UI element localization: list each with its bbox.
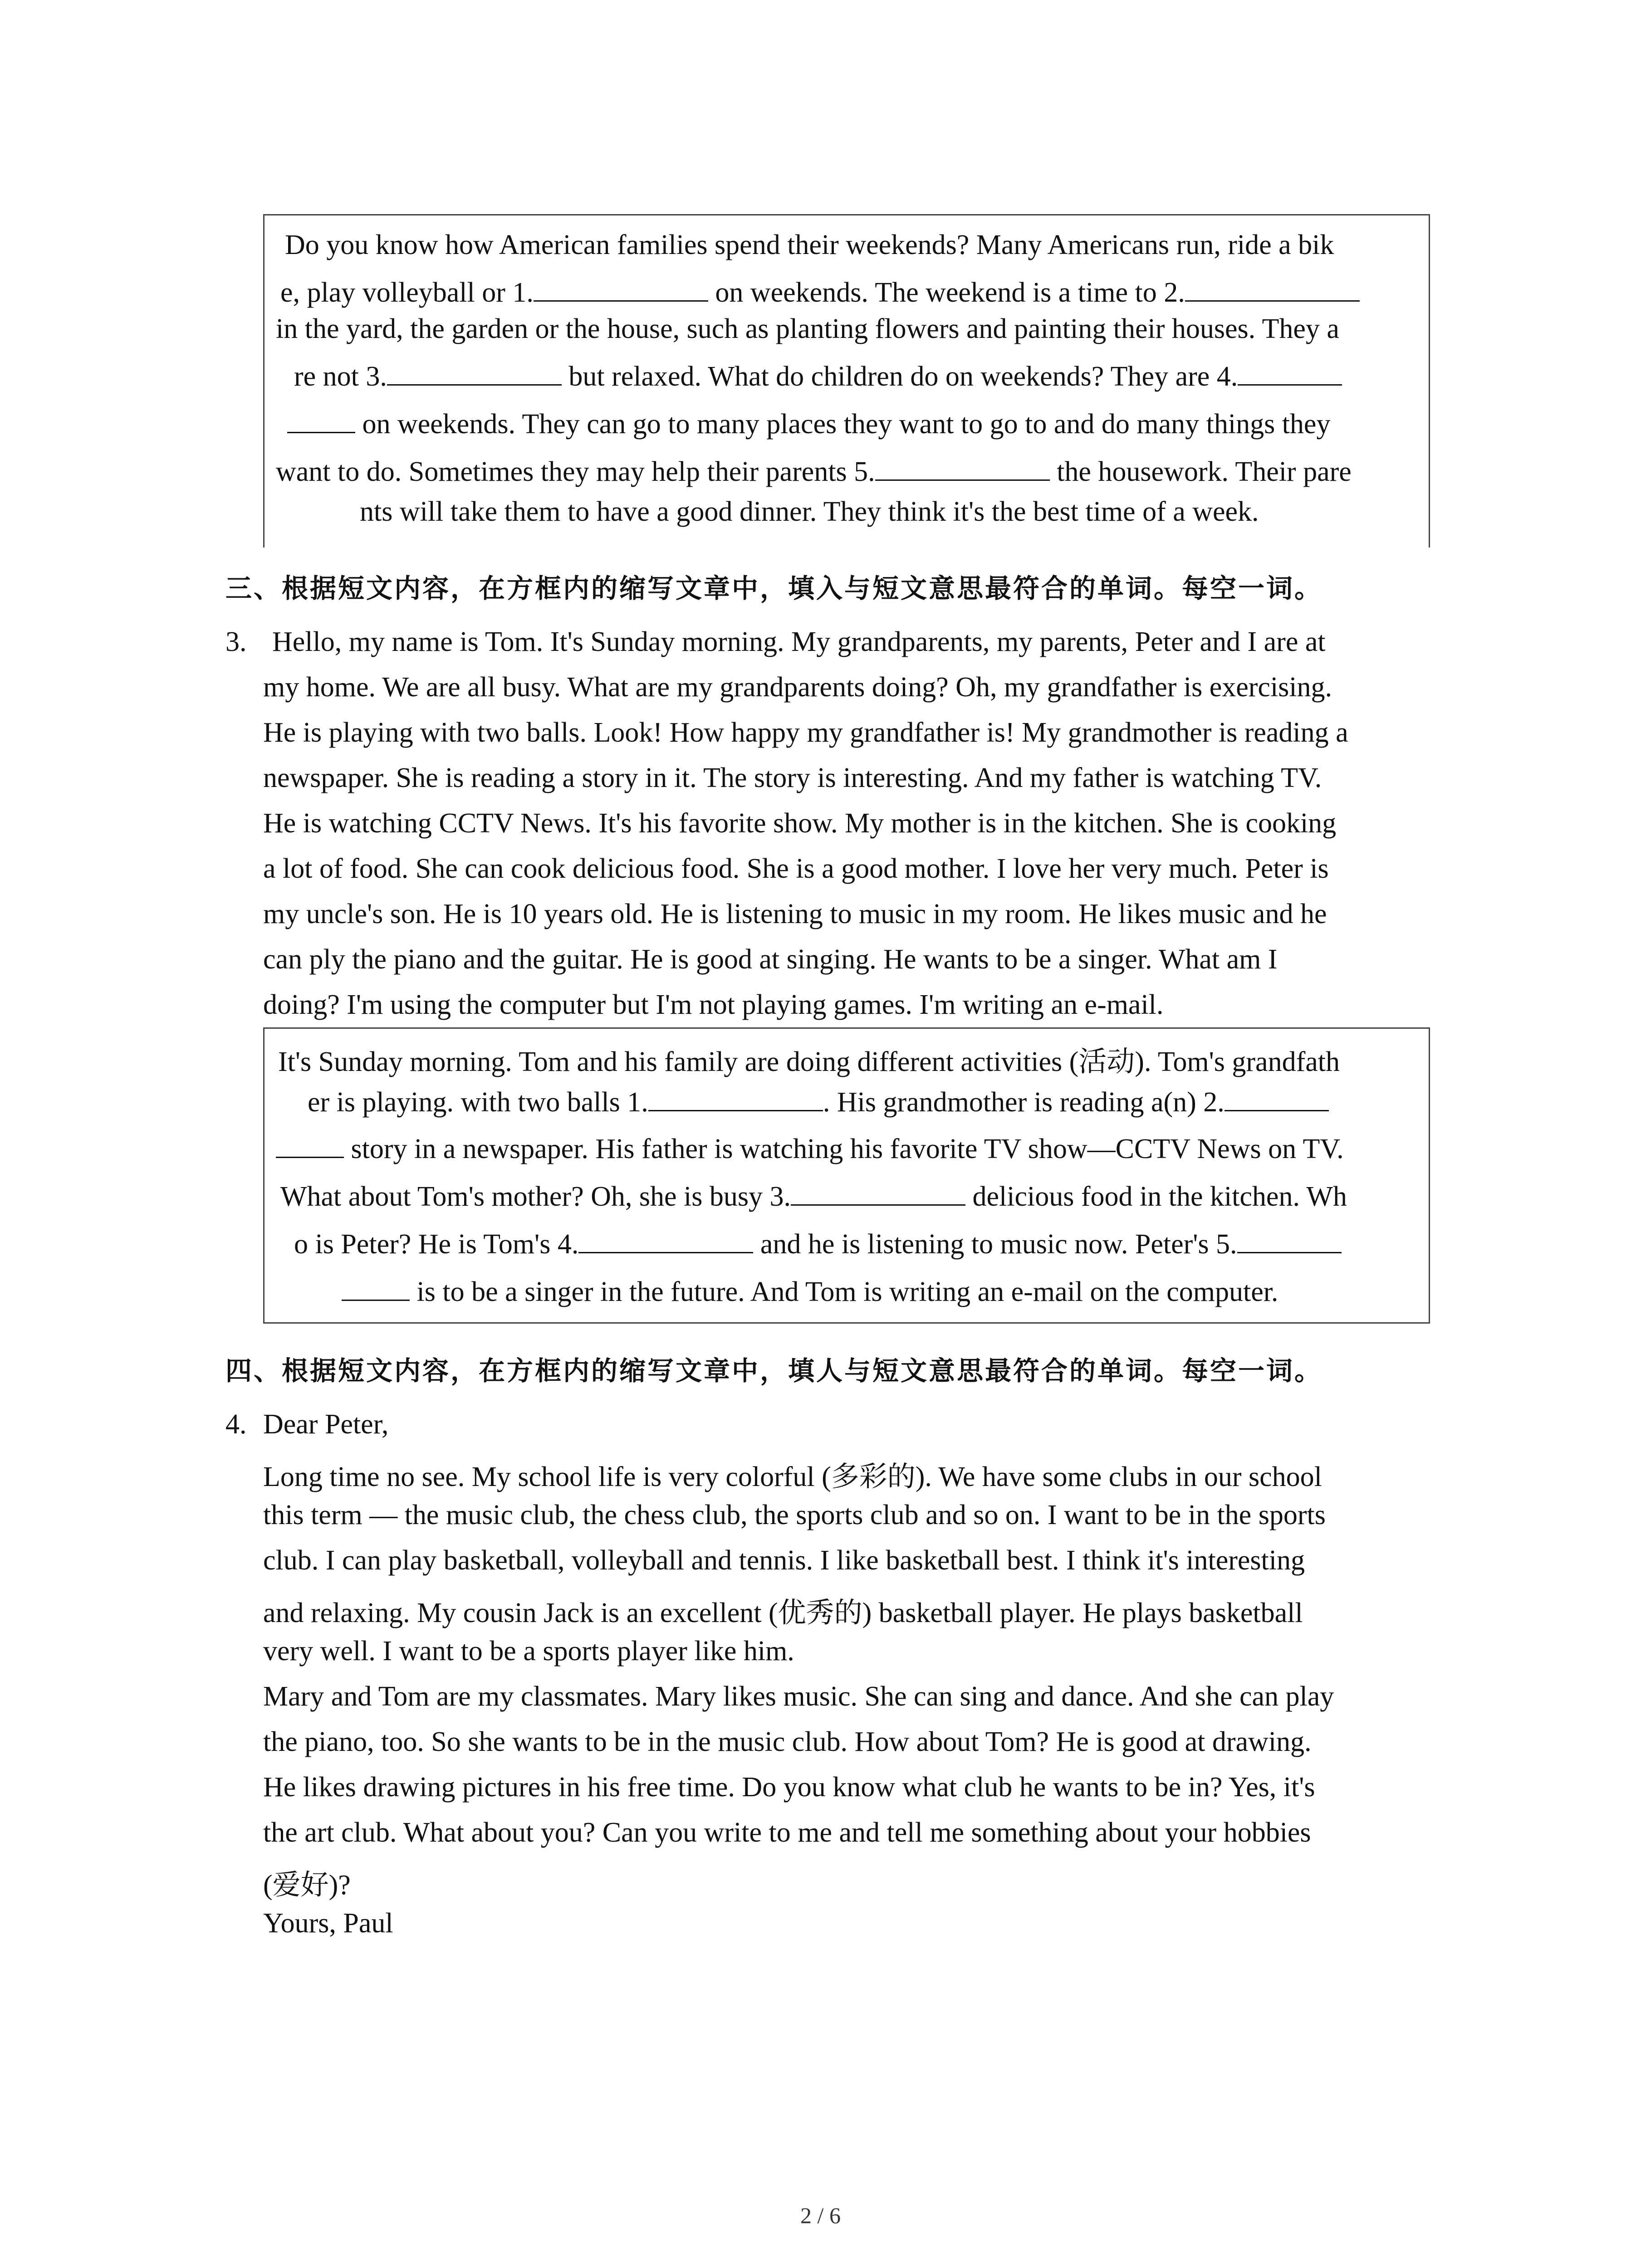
passage-3-line: my home. We are all busy. What are my grandparents doing? Oh, my grandfather is exercising. — [263, 672, 1332, 703]
box2-line-4: What about Tom's mother? Oh, she is busy 3. delicious food in the kitchen. Wh — [280, 1181, 1347, 1212]
passage-4-line: the art club. What about you? Can you write to me and tell me something about your hobbies — [263, 1817, 1311, 1848]
box2-line-3: story in a newspaper. His father is watching his favorite TV show—CCTV News on TV. — [276, 1133, 1344, 1165]
box1-line-5: on weekends. They can go to many places they want to go to and do many things they — [287, 408, 1330, 440]
passage-4-line: and relaxing. My cousin Jack is an excellent (优秀的) basketball player. He plays basketball — [263, 1598, 1303, 1628]
summary-box-2 — [263, 1027, 1430, 1324]
passage-4-line: very well. I want to be a sports player like him. — [263, 1636, 794, 1667]
question-number-4: 4. — [225, 1409, 247, 1440]
blank-5a[interactable] — [1237, 1228, 1342, 1253]
passage-3-line: He is watching CCTV News. It's his favorite show. My mother is in the kitchen. She is cooking — [263, 808, 1337, 839]
question-number-3: 3. — [225, 626, 247, 657]
passage-3-line: my uncle's son. He is 10 years old. He is listening to music in my room. He likes music and he — [263, 899, 1327, 929]
passage-4-line: (爱好)? — [263, 1870, 351, 1901]
box2-line-2: er is playing. with two balls 1. . His grandmother is reading a(n) 2. — [308, 1086, 1329, 1119]
box1-line-2: e, play volleyball or 1. on weekends. The weekend is a time to 2. — [280, 277, 1360, 309]
passage-4-line: Long time no see. My school life is very colorful (多彩的). We have some clubs in our school — [263, 1461, 1322, 1492]
blank-4a[interactable] — [1238, 361, 1342, 386]
box1-line-3: in the yard, the garden or the house, such as planting flowers and painting their houses. They a — [276, 313, 1339, 344]
passage-4-line: Yours, Paul — [263, 1908, 393, 1939]
section-heading-3: 三、根据短文内容，在方框内的缩写文章中，填入与短文意思最符合的单词。每空一词。 — [225, 573, 1323, 604]
box2-line-6: is to be a singer in the future. And Tom is writing an e-mail on the computer. — [342, 1276, 1278, 1308]
passage-4-line: Mary and Tom are my classmates. Mary likes music. She can sing and dance. And she can play — [263, 1681, 1334, 1712]
blank-1[interactable] — [648, 1086, 823, 1111]
passage-4-line: the piano, too. So she wants to be in the music club. How about Tom? He is good at drawing. — [263, 1726, 1312, 1757]
passage-3-line: He is playing with two balls. Look! How happy my grandfather is! My grandmother is reading a — [263, 717, 1348, 748]
page-number: 2 / 6 — [800, 2203, 841, 2228]
box2-line-1: It's Sunday morning. Tom and his family are doing different activities (活动). Tom's grandfath — [278, 1046, 1340, 1077]
blank-5[interactable] — [875, 456, 1050, 481]
blank-3[interactable] — [387, 361, 562, 386]
box1-line-1: Do you know how American families spend their weekends? Many Americans run, ride a bik — [285, 230, 1334, 260]
blank-4b[interactable] — [287, 408, 355, 433]
box1-line-6: want to do. Sometimes they may help their parents 5. the housework. Their pare — [276, 456, 1352, 487]
box1-line-7: nts will take them to have a good dinner. They think it's the best time of a week. — [360, 496, 1259, 527]
blank-5b[interactable] — [342, 1276, 410, 1301]
box2-line-5: o is Peter? He is Tom's 4. and he is listening to music now. Peter's 5. — [294, 1228, 1342, 1261]
passage-4-line: He likes drawing pictures in his free time. Do you know what club he wants to be in? Yes, it's — [263, 1772, 1315, 1803]
passage-4-line: this term — the music club, the chess club, the sports club and so on. I want to be in the sports — [263, 1500, 1326, 1530]
passage-4-line: Dear Peter, — [263, 1409, 389, 1440]
blank-3[interactable] — [791, 1181, 965, 1206]
blank-2a[interactable] — [1225, 1086, 1329, 1111]
passage-3-line: newspaper. She is reading a story in it. The story is interesting. And my father is watching TV. — [263, 763, 1322, 793]
blank-2b[interactable] — [276, 1133, 344, 1158]
passage-3-line: a lot of food. She can cook delicious food. She is a good mother. I love her very much. Peter is — [263, 853, 1329, 884]
passage-3-line: doing? I'm using the computer but I'm not playing games. I'm writing an e-mail. — [263, 989, 1164, 1020]
blank-4[interactable] — [578, 1228, 753, 1253]
blank-2[interactable] — [1185, 277, 1360, 302]
passage-3-line: can ply the piano and the guitar. He is good at singing. He wants to be a singer. What am I — [263, 944, 1278, 975]
passage-3-line: Hello, my name is Tom. It's Sunday morning. My grandparents, my parents, Peter and I are at — [272, 626, 1326, 657]
box1-line-4: re not 3. but relaxed. What do children do on weekends? They are 4. — [294, 361, 1342, 393]
section-heading-4: 四、根据短文内容，在方框内的缩写文章中，填人与短文意思最符合的单词。每空一词。 — [225, 1355, 1323, 1386]
passage-4-line: club. I can play basketball, volleyball and tennis. I like basketball best. I think it's interesting — [263, 1545, 1305, 1576]
summary-box-1 — [263, 214, 1430, 547]
blank-1[interactable] — [534, 277, 708, 302]
